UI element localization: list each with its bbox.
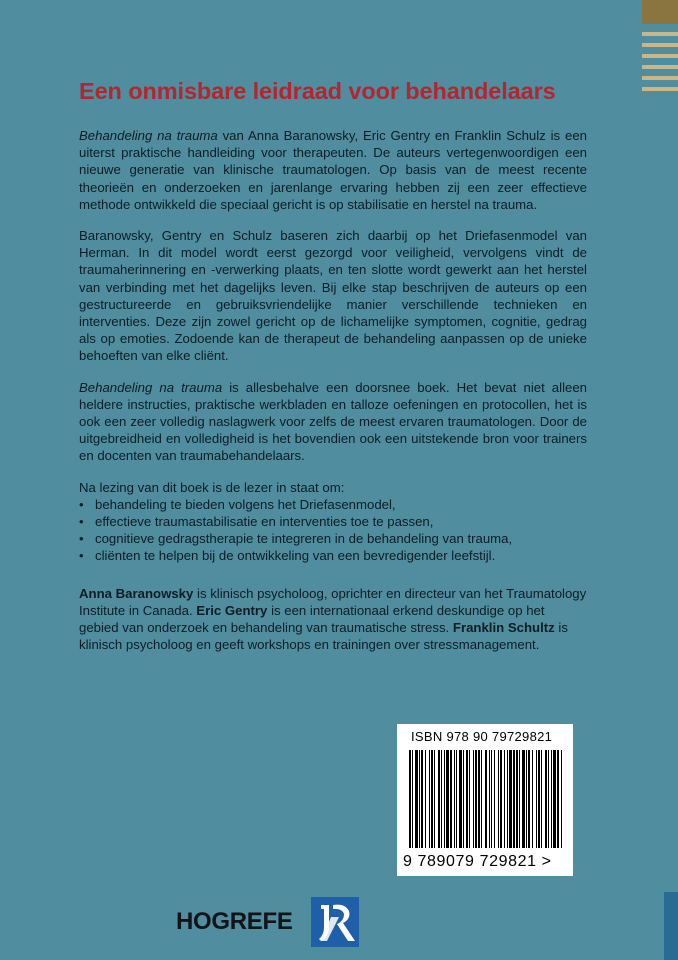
paragraph-book xyxy=(79,379,587,465)
barcode-bar xyxy=(491,750,492,848)
back-cover-text xyxy=(79,78,587,667)
barcode-bar xyxy=(545,750,547,848)
barcode-bar xyxy=(519,750,520,848)
barcode-bar xyxy=(425,750,426,848)
barcode-box xyxy=(397,724,573,876)
publisher-logo xyxy=(311,897,359,947)
barcode-bar xyxy=(557,750,559,848)
heading: Een onmisbare leidraad voor behandelaars xyxy=(79,78,556,104)
paragraph-model: Baranowsky, Gentry en Schulz baseren zich daarbij op het Driefasenmodel van Herman. In dit model wordt eerst gezorgd voor veiligheid, vervolgens vindt de traumaherinnering en -verwerking plaats, en ten slotte wordt gewerkt aan het herstel van verbinding met het dagelijks leven. Bij elke stap beschrijven de auteurs op een gestructureerde en gebruiksvriendelijke manier verschillende technieken en interventies. Deze zijn zowel gericht op de lichamelijke symptomen, cognitie, gedrag als op emoties. Zodoende kan de therapeut de behandeling aanpassen op de unieke behoeften van elke cliënt. xyxy=(79,228,587,364)
list-item: • effectieve traumastabilisatie en interventies toe te passen, xyxy=(79,513,587,530)
barcode-bar xyxy=(516,750,518,848)
outcomes-list xyxy=(79,496,587,565)
barcode-bar xyxy=(431,750,433,848)
corner-bar xyxy=(642,0,678,24)
list-item: • cognitieve gedragstherapie te integreren in de behandeling van trauma, xyxy=(79,530,587,547)
author-bio: is een internationaal erkend deskundige op het gebied van onderzoek en behandeling van traumatische stress. xyxy=(79,602,545,636)
list-item: • behandeling te bieden volgens het Driefasenmodel, xyxy=(79,496,587,513)
barcode-bar xyxy=(459,750,462,848)
isbn-label: ISBN 978 90 79729821 xyxy=(411,729,553,744)
author-bio: is klinisch psycholoog, oprichter en directeur van het Traumatology Institute in Canada. xyxy=(79,585,587,618)
paragraph-intro xyxy=(79,127,587,213)
corner-stripes xyxy=(642,0,678,100)
barcode-bar xyxy=(538,750,540,848)
barcode-bar xyxy=(500,750,502,848)
barcode-bar xyxy=(478,750,480,848)
barcode-bar xyxy=(504,750,505,848)
barcode-bar xyxy=(561,750,562,848)
stripe-line xyxy=(642,87,678,91)
stripe-line xyxy=(642,32,678,36)
stripe-line xyxy=(642,54,678,58)
author-name: Eric Gentry xyxy=(196,602,268,618)
barcode-bar xyxy=(494,750,495,848)
barcode-bar xyxy=(469,750,470,848)
barcode-bar xyxy=(434,750,435,848)
barcode-bar xyxy=(526,750,527,848)
author-bio: is klinisch psycholoog en geeft workshops en trainingen over stressmanagement. xyxy=(79,620,568,653)
barcode-bar xyxy=(551,750,552,848)
barcode-bar xyxy=(441,750,442,848)
barcode-bar xyxy=(463,750,464,848)
isbn-digits: 9 789079 729821 > xyxy=(403,853,552,870)
barcode-bar xyxy=(498,750,499,848)
barcode-bar xyxy=(509,750,512,848)
barcode-bar xyxy=(481,750,482,848)
barcode-bar xyxy=(429,750,430,848)
barcode-bar xyxy=(513,750,515,848)
barcode-bar xyxy=(475,750,477,848)
barcode-bar xyxy=(438,750,440,848)
barcode-bar xyxy=(450,750,452,848)
barcode-bar xyxy=(485,750,487,848)
barcode-bar xyxy=(446,750,449,848)
stripe-line xyxy=(642,76,678,80)
barcode-bar xyxy=(473,750,474,848)
barcode-bar xyxy=(421,750,423,848)
barcode-bar xyxy=(454,750,455,848)
barcode-bar xyxy=(444,750,445,848)
barcode-bar xyxy=(522,750,525,848)
book-title-italic: Behandeling na trauma xyxy=(79,128,218,143)
author-name: Franklin Schultz xyxy=(452,620,555,636)
barcode-bar xyxy=(536,750,537,848)
author-bios xyxy=(79,585,587,654)
hogrefe-logo-icon xyxy=(311,897,359,947)
book-title-italic: Behandeling na trauma xyxy=(79,379,223,395)
edge-strip xyxy=(664,892,678,960)
list-item: • cliënten te helpen bij de ontwikkeling van een bevredigender leefstijl. xyxy=(79,547,587,564)
barcode-bar xyxy=(489,750,490,848)
barcode-bar xyxy=(456,750,457,848)
barcode-bar xyxy=(415,750,418,848)
barcode-bar xyxy=(409,750,411,848)
barcode-bar xyxy=(419,750,420,848)
barcode-bar xyxy=(532,750,533,848)
list-intro: Na lezing van dit boek is de lezer in staat om: xyxy=(79,479,345,495)
stripe-line xyxy=(642,65,678,69)
barcode-bar xyxy=(541,750,542,848)
barcode-bar xyxy=(528,750,530,848)
author-name: Anna Baranowsky xyxy=(79,585,194,601)
paragraph-text: van Anna Baranowsky, Eric Gentry en Franklin Schulz is een uiterst praktische handleiding voor therapeuten. De auteurs vertegenwoordigen een nieuwe generatie van klinische traumatologen. Op basis van de meest recente theorieën en onderzoeken en jarenlange ervaring hebben zij een zeer effectieve methode ontwikkeld die speciaal gericht is op stabilisatie en herstel na trauma. xyxy=(79,128,587,212)
barcode-bar xyxy=(507,750,508,848)
barcode-bar xyxy=(548,750,549,848)
barcode-bar xyxy=(553,750,556,848)
barcode-bar xyxy=(466,750,468,848)
publisher-name: HOGREFE xyxy=(176,908,293,935)
barcode-bar xyxy=(412,750,413,848)
paragraph-text: is allesbehalve een doorsnee boek. Het bevat niet alleen heldere instructies, praktische werkbladen en talloze oefeningen en protocollen, het is ook een zeer volledig naslagwerk voor zelfs de meest ervaren traumatologen. Door de uitgebreidheid en volledigheid is het bovendien ook een uitstekende bron voor trainers en docenten van traumabehandelaars. xyxy=(79,379,587,464)
stripe-line xyxy=(642,43,678,47)
barcode-icon xyxy=(407,750,565,848)
